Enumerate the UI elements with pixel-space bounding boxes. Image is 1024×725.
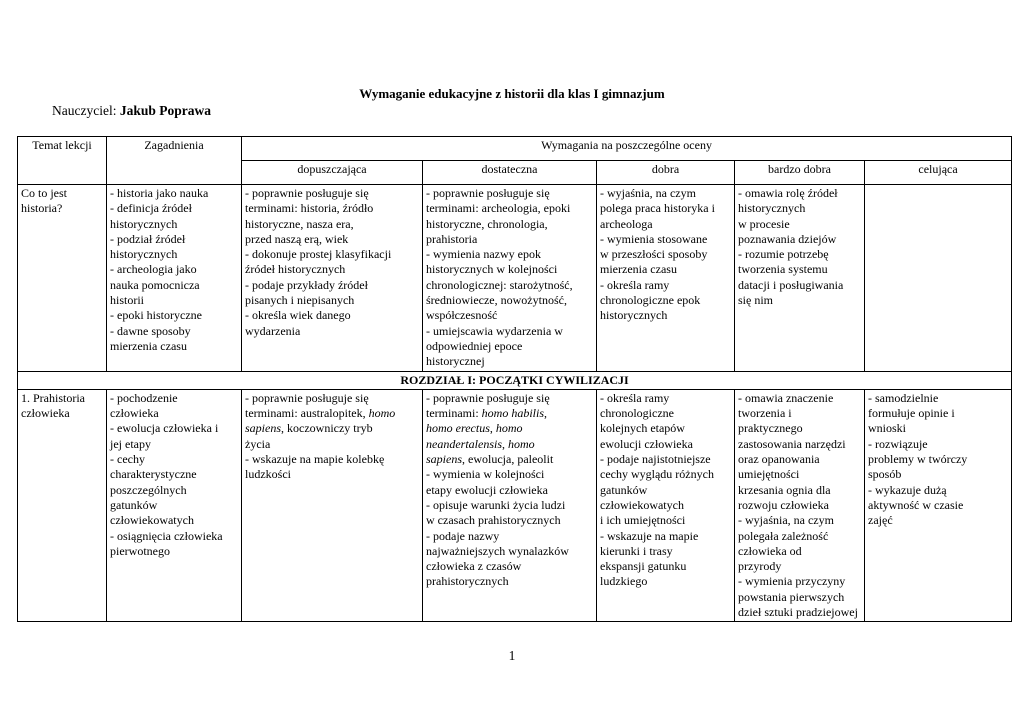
cell-line: - podaje przykłady źródeł [245, 277, 368, 292]
cell-line: chronologicznej: starożytność, [426, 277, 573, 292]
cell-line: poznawania dziejów [738, 231, 837, 246]
header-requirements: Wymagania na poszczególne oceny [242, 137, 1012, 161]
page-number: 1 [508, 648, 516, 663]
cell-line: historii [110, 293, 145, 308]
cell-line: polega praca historyka i [600, 201, 715, 216]
cell-line: poszczególnych [110, 482, 187, 497]
cell-line: jej etapy [110, 436, 151, 451]
requirements-table [17, 136, 1012, 622]
cell-line: i ich umiejętności [600, 513, 686, 528]
row1-grade-5 [865, 185, 1012, 372]
cell-line: wnioski [868, 421, 907, 436]
header-grade-5: celująca [865, 161, 1012, 185]
table-row [18, 389, 1012, 621]
cell-line: nauka pomocnicza [110, 277, 200, 292]
cell-line: - wskazuje na mapie kolebkę [245, 452, 385, 467]
row2-issues [107, 389, 242, 621]
cell-line: - dokonuje prostej klasyfikacji [245, 247, 392, 262]
cell-line: w przeszłości sposoby [600, 247, 708, 262]
cell-line: terminami: archeologia, epoki [426, 201, 571, 216]
cell-line: pisanych i niepisanych [245, 293, 355, 308]
cell-line: historyczne, chronologia, [426, 216, 548, 231]
cell-line: historycznych [600, 308, 668, 323]
cell-line: historycznych w kolejności [426, 262, 558, 277]
teacher-line [52, 103, 211, 119]
cell-line: charakterystyczne [110, 467, 197, 482]
cell-line: - samodzielnie [868, 390, 939, 405]
row1-grade-4 [735, 185, 865, 372]
cell-line: sposób [868, 467, 902, 482]
header-grade-1: dopuszczająca [242, 161, 423, 185]
cell-line: - omawia rolę źródeł [738, 186, 838, 200]
cell-line: - określa wiek danego [245, 308, 351, 323]
cell-line: archeologa [600, 216, 653, 231]
cell-line: ewolucji człowieka [600, 436, 693, 451]
cell-line: - podział źródeł [110, 231, 186, 246]
cell-line: - rozumie potrzebę [738, 247, 829, 262]
cell-line: historycznej [426, 354, 485, 369]
cell-line: prahistoria [426, 231, 478, 246]
cell-line: 1. Prahistoria [21, 390, 85, 405]
cell-line: człowieka od [738, 543, 802, 558]
cell-line: człowiekowatych [110, 513, 194, 528]
cell-line: - wyjaśnia, na czym [738, 513, 834, 528]
cell-line: prahistorycznych [426, 574, 509, 589]
cell-line: cechy wyglądu różnych [600, 467, 714, 482]
cell-line: człowiekowatych [600, 497, 684, 512]
cell-line: - wyjaśnia, na czym [600, 186, 696, 200]
cell-line: umiejętności [738, 467, 800, 482]
row1-grade-3 [597, 185, 735, 372]
cell-line: formułuje opinie i [868, 406, 955, 421]
cell-line: historycznych [738, 201, 806, 216]
cell-line: - wymienia nazwy epok [426, 247, 541, 262]
cell-line: - opisuje warunki życia ludzi [426, 497, 566, 512]
cell-line: mierzenia czasu [110, 338, 187, 353]
cell-line: problemy w twórczy [868, 452, 968, 467]
row2-grade-4 [735, 389, 865, 621]
cell-line: średniowiecze, nowożytność, [426, 293, 567, 308]
document-title: Wymaganie edukacyjne z historii dla klas I gimnazjum [359, 86, 665, 101]
cell-line: terminami: historia, źródło [245, 201, 374, 216]
teacher-label: Nauczyciel: [52, 103, 120, 118]
cell-line: - osiągnięcia człowieka [110, 528, 223, 543]
cell-line: - definicja źródeł [110, 201, 192, 216]
cell-line: rozwoju człowieka [738, 497, 829, 512]
cell-line: - omawia znaczenie [738, 390, 834, 405]
cell-line: polegała zależność [738, 528, 829, 543]
cell-line: gatunków [110, 497, 158, 512]
cell-line: etapy ewolucji człowieka [426, 482, 548, 497]
cell-line: - podaje nazwy [426, 528, 500, 543]
row2-grade-1-rest [245, 437, 419, 483]
teacher-name: Jakub Poprawa [119, 103, 211, 118]
cell-line: - wymienia przyczyny [738, 574, 846, 589]
cell-line: - historia jako nauka [110, 186, 209, 200]
row2-grade-2-rest [426, 467, 593, 589]
cell-line: historyczne, nasza era, [245, 216, 354, 231]
cell-line: człowieka z czasów [426, 559, 522, 574]
cell-line: - określa ramy [600, 277, 670, 292]
cell-line: człowieka [110, 406, 159, 421]
header-issues: Zagadnienia [107, 137, 242, 185]
header-grade-4: bardzo dobra [735, 161, 865, 185]
cell-line: historia? [21, 201, 63, 216]
cell-line: ekspansji gatunku [600, 559, 687, 574]
cell-line: kolejnych etapów [600, 421, 685, 436]
cell-line: tworzenia systemu [738, 262, 828, 277]
row2-topic [18, 389, 107, 621]
row1-grade-2 [423, 185, 597, 372]
cell-line: - poprawnie posługuje się [426, 186, 550, 200]
cell-line: oraz opanowania [738, 452, 820, 467]
cell-line: odpowiedniej epoce [426, 338, 523, 353]
header-topic: Temat lekcji [18, 137, 107, 185]
cell-line: wydarzenia [245, 323, 301, 338]
cell-line: - podaje najistotniejsze [600, 452, 711, 467]
row2-grade-2: - poprawnie posługuje się terminami: homo habilis, homo erectus, homo neandertalensis, homo sapiens, ewolucja, paleolit - wymienia w kolejności etapy ewolucji człowieka - opisuje warunki życia ludzi w czasach prahistorycznych - podaje nazwy najważniejszych wynalazków człowieka z czasów prahistorycznych [423, 389, 597, 621]
cell-line: - wykazuje dużą [868, 482, 947, 497]
cell-line: - poprawnie posługuje się [245, 186, 369, 200]
cell-line: dzieł sztuki pradziejowej [738, 605, 858, 620]
cell-line: krzesania ognia dla [738, 482, 831, 497]
row1-issues [107, 185, 242, 372]
cell-line: najważniejszych wynalazków [426, 543, 569, 558]
cell-line: - pochodzenie [110, 390, 178, 405]
cell-line: w procesie [738, 216, 790, 231]
cell-line: aktywność w czasie [868, 497, 964, 512]
cell-line: Co to jest [21, 186, 68, 200]
cell-line: zajęć [868, 513, 893, 528]
cell-line: tworzenia i [738, 406, 792, 421]
cell-line: historycznych [110, 216, 178, 231]
cell-line: - wskazuje na mapie [600, 528, 699, 543]
cell-line: - cechy [110, 452, 145, 467]
cell-line: współczesność [426, 308, 498, 323]
cell-line: ludzkości [245, 467, 291, 482]
cell-line: przyrody [738, 559, 782, 574]
cell-line: zastosowania narzędzi [738, 436, 846, 451]
cell-line: - ewolucja człowieka i [110, 421, 219, 436]
cell-line: - rozwiązuje [868, 436, 928, 451]
cell-line: w czasach prahistorycznych [426, 513, 561, 528]
row1-topic [18, 185, 107, 372]
cell-line: źródeł historycznych [245, 262, 346, 277]
row2-grade-5 [865, 389, 1012, 621]
row2-grade-3 [597, 389, 735, 621]
row1-grade-1 [242, 185, 423, 372]
cell-line: chronologiczne epok [600, 293, 701, 308]
cell-line: chronologiczne [600, 406, 674, 421]
cell-line: - wymienia w kolejności [426, 467, 545, 482]
section-heading: ROZDZIAŁ I: POCZĄTKI CYWILIZACJI [18, 371, 1012, 389]
cell-line: historycznych [110, 247, 178, 262]
cell-line: przed naszą erą, wiek [245, 231, 349, 246]
header-grade-2: dostateczna [423, 161, 597, 185]
cell-line: powstania pierwszych [738, 589, 845, 604]
cell-line: się nim [738, 293, 773, 308]
cell-line: - określa ramy [600, 390, 670, 405]
header-grade-3: dobra [597, 161, 735, 185]
cell-line: - epoki historyczne [110, 308, 202, 323]
cell-line: datacji i posługiwania [738, 277, 844, 292]
cell-line: - archeologia jako [110, 262, 197, 277]
cell-line: - umiejscawia wydarzenia w [426, 323, 563, 338]
cell-line: ludzkiego [600, 574, 648, 589]
cell-line: - dawne sposoby [110, 323, 191, 338]
cell-line: gatunków [600, 482, 648, 497]
row2-grade-1: - poprawnie posługuje się terminami: australopitek, homo sapiens, koczowniczy tryb życia - wskazuje na mapie kolebkę ludzkości [242, 389, 423, 621]
cell-line: - wymienia stosowane [600, 231, 708, 246]
cell-line: mierzenia czasu [600, 262, 677, 277]
cell-line: pierwotnego [110, 543, 170, 558]
section-row [18, 371, 1012, 389]
cell-line: praktycznego [738, 421, 803, 436]
table-row [18, 185, 1012, 372]
cell-line: człowieka [21, 406, 70, 421]
cell-line: życia [245, 436, 271, 451]
cell-line: kierunki i trasy [600, 543, 673, 558]
